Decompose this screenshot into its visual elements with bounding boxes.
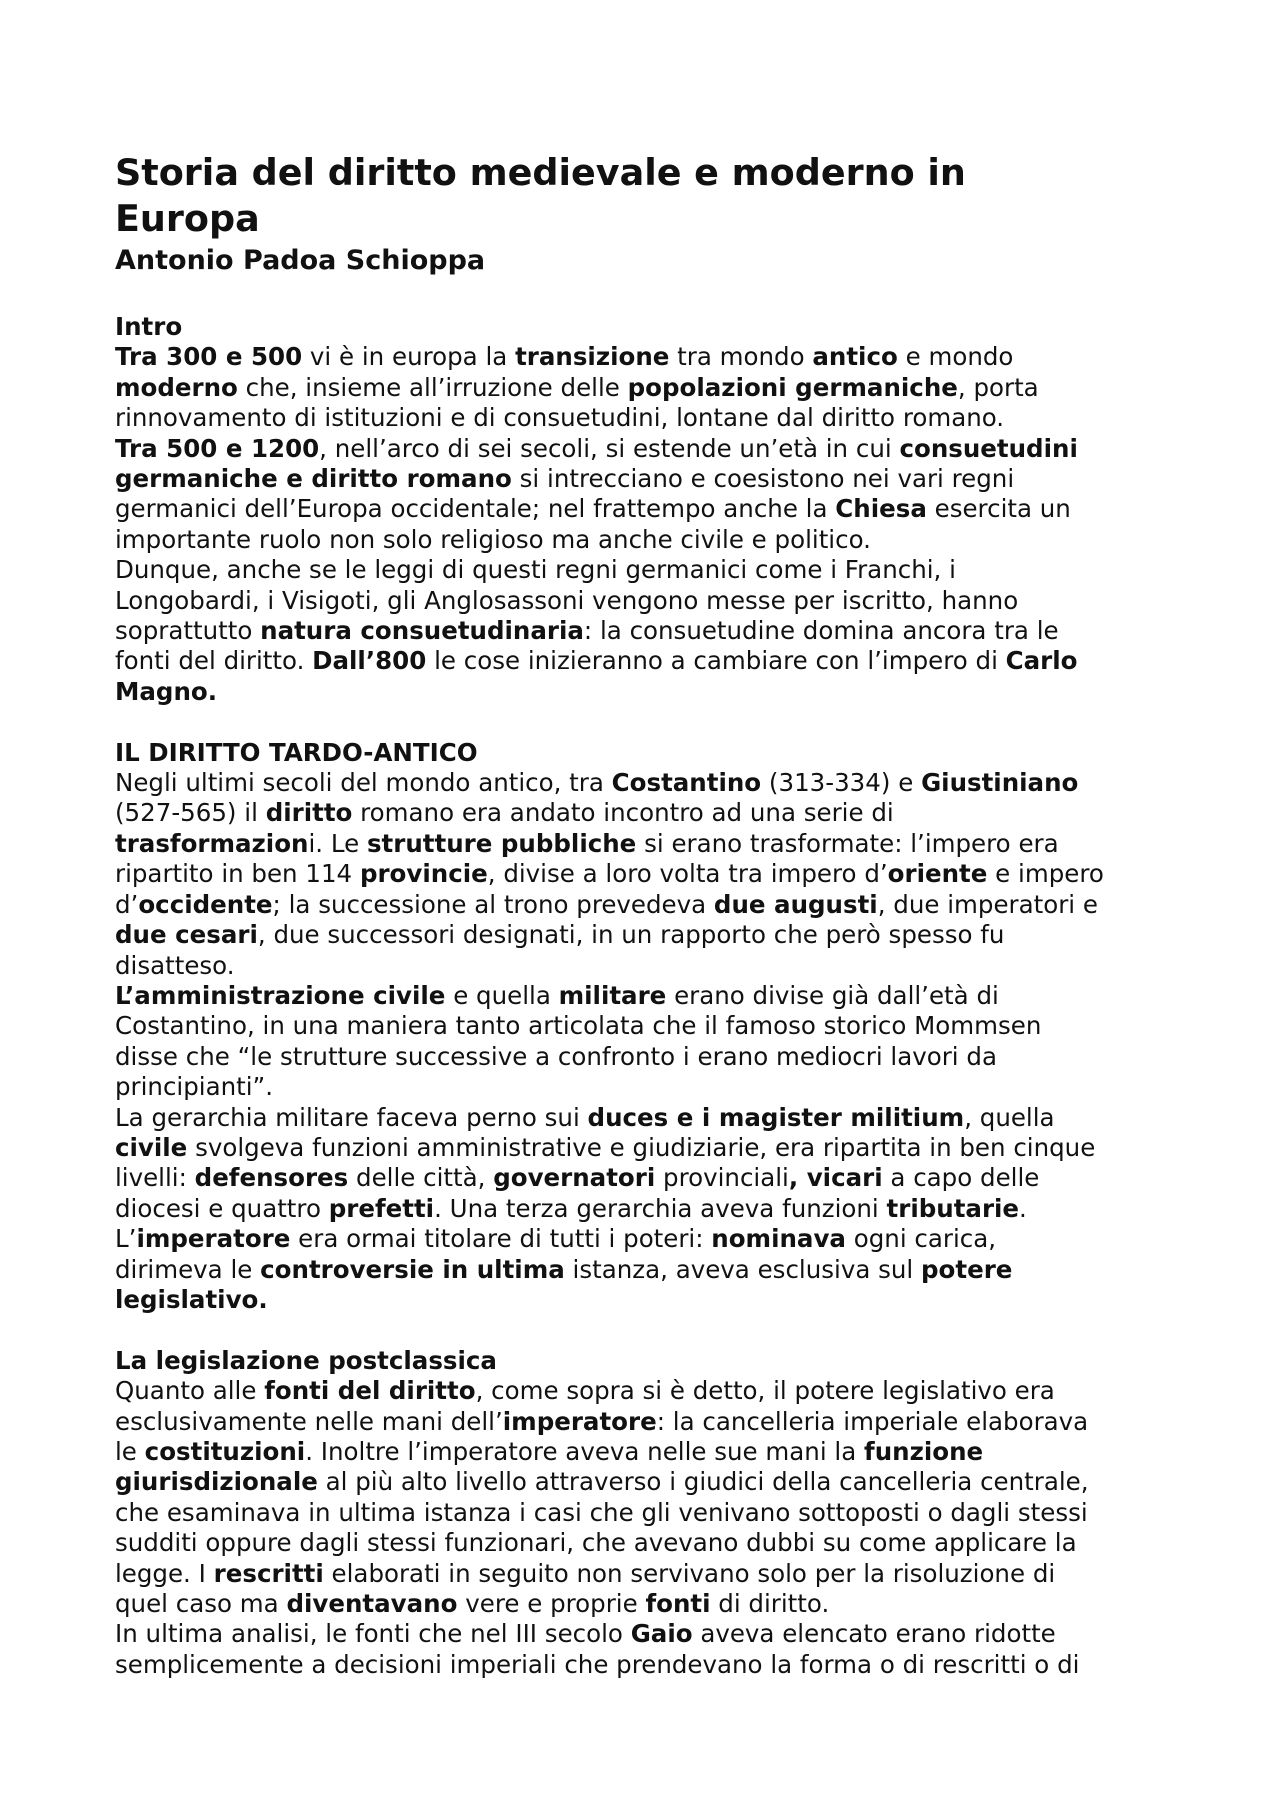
text-line [115,1011,1175,1041]
body-text: . Inoltre l’imperatore aveva nelle sue mani la [305,1437,865,1466]
text-line [115,616,1175,646]
body-text: a capo delle [882,1163,1040,1193]
text-line [115,1285,1175,1315]
body-text: d’ [115,889,139,919]
bold-text: provincie [359,859,488,889]
body-text: quel caso ma [115,1589,287,1619]
section-heading: Intro [115,312,183,341]
text-line [115,920,1175,950]
body-text: In ultima analisi, le fonti che nel III secolo [115,1619,631,1649]
body-text: e impero [987,859,1104,889]
text-line [115,1072,1175,1102]
bold-text: controversie in ultima [260,1254,565,1284]
text-line [115,1498,1175,1528]
body-text: le cose inizieranno a cambiare con l’impero di [426,646,1006,676]
body-text: ; la successione al trono prevedeva [272,889,714,919]
body-text: i. Le [308,828,367,858]
bold-text: tributarie [886,1193,1020,1223]
body-text: istanza, aveva esclusiva sul [564,1254,922,1284]
body-text: , divise a loro volta tra impero d’ [487,859,888,889]
body-text: , come sopra si è detto, il potere legislativo era [475,1376,1055,1406]
body-text: erano divise già dall’età di [666,980,999,1010]
spacer [115,707,1175,737]
bold-text: L’amministrazione civile [115,980,446,1010]
body-text: rinnovamento di istituzioni e di consuetudini, lontane dal diritto romano. [115,403,1005,433]
bold-text: costituzioni [144,1437,306,1466]
body-text: diocesi e quattro [115,1193,329,1223]
body-text: legge. I [115,1558,214,1588]
title-line: Storia del diritto medievale e moderno in [115,151,966,194]
spacer [115,1315,1175,1345]
body-text: ogni carica, [845,1224,997,1254]
bold-text: Gaio [630,1619,693,1649]
bold-text: Dall’800 [312,646,427,676]
bold-text: defensores [194,1163,349,1193]
text-line [115,1042,1175,1072]
body-text: disse che “le strutture successive a confronto i erano mediocri lavori da [115,1041,997,1071]
body-text: importante ruolo non solo religioso ma anche civile e politico. [115,524,871,554]
body-text: sudditi oppure dagli stessi funzionari, che avevano dubbi su come applicare la [115,1528,1077,1558]
text-line [115,494,1175,524]
text-line [115,1528,1175,1558]
bold-text: transizione [515,342,670,372]
body-text: : la consuetudine domina ancora tra le [583,616,1059,646]
body-text: La gerarchia militare faceva perno sui [115,1102,588,1132]
bold-text: giurisdizionale [115,1467,318,1497]
bold-text: Costantino [611,768,762,798]
text-line [115,403,1175,433]
text-line [115,1619,1175,1649]
text-line [115,434,1175,464]
section-body [115,1376,1175,1680]
body-text: , due successori designati, in un rapporto che però spesso fu [257,920,1005,950]
body-text: Negli ultimi secoli del mondo antico, tra [115,768,612,798]
body-text: si intrecciano e coesistono nei vari regni [511,464,1015,494]
body-text: soprattutto [115,616,261,646]
section-body [115,768,1175,1315]
body-text: dirimeva le [115,1254,261,1284]
text-line [115,1103,1175,1133]
bold-text: occidente [138,889,273,919]
text-line [115,1589,1175,1619]
bold-text: governatori [493,1163,656,1193]
bold-text: oriente [887,859,988,889]
body-text: , porta [957,372,1039,402]
bold-text: diventavano [286,1589,458,1619]
text-line [115,373,1175,403]
text-line [115,890,1175,920]
bold-text: Tra 500 e 1200 [115,433,320,463]
body-text: tra mondo [669,342,813,372]
text-line [115,1559,1175,1589]
section-legislazione-postclassica [115,1346,1175,1680]
bold-text: militare [558,980,667,1010]
body-text: di diritto. [710,1589,830,1619]
text-line [115,798,1175,828]
bold-text: prefetti [328,1193,435,1223]
body-text: livelli: [115,1163,195,1193]
body-text: fonti del diritto. [115,646,313,676]
body-text: ripartito in ben 114 [115,859,360,889]
body-text: svolgeva funzioni amministrative e giudiziarie, era ripartita in ben cinque [187,1132,1096,1162]
body-text: L’ [115,1224,137,1254]
bold-text: Tra 300 e 500 [115,342,303,372]
text-line [115,646,1175,676]
bold-text: fonti [645,1589,711,1619]
bold-text: due cesari [115,920,258,950]
body-text: Dunque, anche se le leggi di questi regni germanici come i Franchi, i [115,555,956,585]
bold-text: popolazioni germaniche [627,372,958,402]
text-line [115,981,1175,1011]
body-text: al più alto livello attraverso i giudici della cancelleria centrale, [317,1467,1089,1497]
body-text: provinciali [655,1163,789,1193]
bold-text: Magno. [115,676,218,706]
text-line [115,1467,1175,1497]
bold-text: funzione [864,1437,984,1466]
text-line [115,677,1175,707]
text-line [115,859,1175,889]
text-line [115,1255,1175,1285]
section-intro [115,312,1175,707]
bold-text: rescritti [213,1558,324,1588]
section-heading: IL DIRITTO TARDO-ANTICO [115,737,478,767]
title-line: Europa [115,197,260,240]
document-title [115,150,1175,242]
text-line [115,1194,1175,1224]
bold-text: Chiesa [835,494,927,524]
bold-text: Giustiniano [921,768,1079,798]
bold-text: trasformazion [115,828,309,858]
body-text: principianti”. [115,1072,274,1102]
body-text: e mondo [897,342,1014,372]
body-text: Longobardi, i Visigoti, gli Anglosassoni vengono messe per iscritto, hanno [115,585,1019,615]
text-line [115,586,1175,616]
body-text: : la cancelleria imperiale elaborava [656,1406,1089,1436]
body-text: era ormai titolare di tutti i poteri: [290,1224,712,1254]
bold-text: nominava [711,1224,846,1254]
bold-text: diritto [265,798,353,828]
bold-text: duces e i magister militium [587,1102,965,1132]
body-text: elaborati in seguito non servivano solo per la risoluzione di [323,1558,1056,1588]
text-line [115,342,1175,372]
body-text: , quella [964,1102,1055,1132]
body-text: (313-334) e [761,768,922,798]
text-line [115,1133,1175,1163]
text-line [115,555,1175,585]
body-text: aveva elencato erano ridotte [692,1619,1056,1649]
text-line [115,1376,1175,1406]
body-text: semplicemente a decisioni imperiali che prendevano la forma o di rescritti o di [115,1649,1080,1679]
text-line [115,464,1175,494]
body-text: e quella [445,980,559,1010]
bold-text: civile [115,1132,188,1162]
text-line [115,1163,1175,1193]
body-text: vi è in europa la [302,342,516,372]
body-text: germanici dell’Europa occidentale; nel frattempo anche la [115,494,836,524]
body-text: che esaminava in ultima istanza i casi che gli venivano sottoposti o dagli stessi [115,1497,1088,1527]
text-line [115,1407,1175,1437]
body-text: (527-565) il [115,798,266,828]
body-text: le [115,1437,145,1466]
text-line [115,1224,1175,1254]
body-text: romano era andato incontro ad una serie di [352,798,894,828]
section-heading: La legislazione postclassica [115,1345,497,1375]
bold-text: consuetudini [899,433,1078,463]
bold-text: imperatore [502,1406,657,1436]
body-text: delle città, [348,1163,494,1193]
bold-text: due augusti [713,889,878,919]
document-author: Antonio Padoa Schioppa [115,245,486,276]
body-text: Quanto alle [115,1376,265,1406]
body-text: esclusivamente nelle mani dell’ [115,1406,503,1436]
section-body [115,342,1175,707]
bold-text: fonti del diritto [264,1376,476,1406]
bold-text: strutture pubbliche [366,828,637,858]
bold-text: moderno [115,372,238,402]
text-line [115,829,1175,859]
bold-text: Carlo [1005,646,1078,676]
body-text: Costantino, in una maniera tanto articolata che il famoso storico Mommsen [115,1011,1042,1041]
spacer [115,280,1175,312]
text-line [115,1437,1175,1467]
body-text: esercita un [926,494,1071,524]
text-line [115,768,1175,798]
document-page [115,150,1175,1680]
text-line [115,1650,1175,1680]
body-text: , due imperatori e [877,889,1098,919]
body-text: , nell’arco di sei secoli, si estende un’età in cui [319,433,900,463]
bold-text: natura consuetudinaria [260,616,584,646]
bold-text: , vicari [788,1163,883,1193]
section-diritto-tardo-antico [115,738,1175,1316]
body-text: . [1019,1193,1027,1223]
body-text: si erano trasformate: l’impero era [636,828,1059,858]
body-text: . Una terza gerarchia aveva funzioni [434,1193,887,1223]
body-text: vere e proprie [457,1589,646,1619]
body-text: che, insieme all’irruzione delle [237,372,628,402]
text-line [115,525,1175,555]
bold-text: antico [812,342,898,372]
text-line [115,951,1175,981]
bold-text: imperatore [136,1224,291,1254]
bold-text: germaniche e diritto romano [115,464,512,494]
bold-text: legislativo. [115,1284,268,1314]
bold-text: potere [921,1254,1013,1284]
body-text: disatteso. [115,950,235,980]
